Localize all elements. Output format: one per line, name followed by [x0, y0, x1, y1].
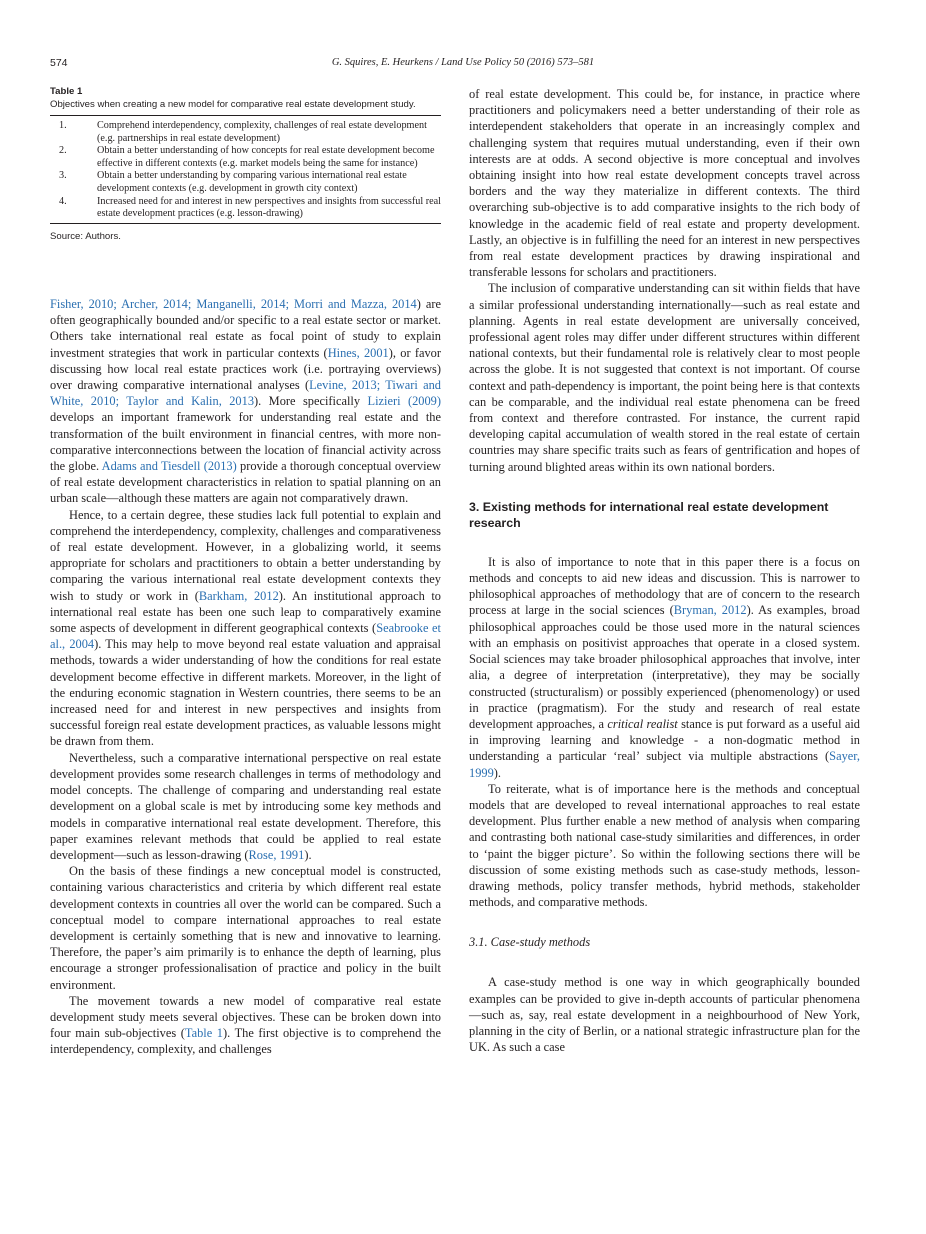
citation-link[interactable]: Bryman, 2012 [673, 603, 747, 618]
table-row [50, 170, 441, 195]
row-number: 3. [59, 170, 67, 182]
table-source: Source: Authors. [50, 230, 121, 242]
running-header: G. Squires, E. Heurkens / Land Use Policy 50 (2016) 573–581 [331, 57, 595, 68]
citation-link[interactable]: Lizieri (2009) [367, 394, 441, 409]
citation-link[interactable]: Fisher, 2010; Archer, 2014; Manganelli, 2014; Morri and Mazza, 2014 [50, 297, 417, 311]
objectives-table [50, 115, 441, 224]
paragraph: It is also of importance to note that in this paper there is a focus on methods and concepts to aid new ideas and discussion. This is narrower to philosophical approaches of methodology that are of concern to the research process at large in the social sciences (Bryman, 2012). As examples, broad philosophical approaches could be those used more in the natural sciences with an emphasis on positivist approaches that operate in a closed system. Social sciences may take broader philosophical approaches that involve, inter alia, a degree of interpretation (interpretative), they may be socially constructed (structuralism) or possibly experienced (phenomenology) or used in practice (pragmatism). For the study and research of real estate development approaches, a critical realist stance is put forward as a useful aid in improving learning and knowledge - a non-dogmatic method in understanding a particular ‘real’ subject via multiple abstractions (Sayer, 1999). [469, 554, 861, 780]
citation-link[interactable]: Adams and Tiesdell (2013) [101, 459, 237, 474]
table-row [50, 196, 441, 224]
paragraph: Fisher, 2010; Archer, 2014; Manganelli, 2014; Morri and Mazza, 2014) are often geographically bounded and/or specific to a real estate sector or market. Others take international real estate as focal point of study to explain investment strategies that work in particular contexts (Hines, 2001), or favor discussing how local real estate practices work (i.e. portraying overviews) over drawing comparative international analyses (Levine, 2013; Tiwari and White, 2010; Taylor and Kalin, 2013). More specifically Lizieri (2009) develops an important framework for understanding real estate and the transformation of the built environment in financial centres, with more non-comparative interconnections between the location of financial activity across the globe. Adams and Tiesdell (2013) provide a thorough conceptual overview of real estate development characteristics in relation to spatial planning on an urban scale—although these matters are again not comparatively drawn. [50, 297, 442, 506]
citation-link[interactable]: Seabrooke et al., 2004 [50, 621, 442, 652]
left-column [50, 86, 441, 245]
page-number: 574 [50, 57, 68, 69]
right-column [469, 86, 860, 1055]
paragraph: of real estate development. This could be, for instance, in practice where practitioners and policymakers need a better understanding of their role as interdependent stakeholders that operate in an increasingly complex and challenging system that requires mutual understanding, even if their own interests are at odds. A second objective is more conceptual and involves obtaining insight into how real estate development concepts travel across borders and the way they materialize in different contexts. The third overarching sub-objective is to add comparative insights to the rich body of knowledge in the academic field of real estate and property development. Lastly, an objective is in fulfilling the need for an interest in new perspectives from real estate development practices by drawing inspirational and transferable lessons for scholars and practitioners. [469, 87, 860, 280]
row-text: Obtain a better understanding by comparing various international real estate development contexts (e.g. development in growth city context) [97, 170, 407, 194]
paragraph: A case-study method is one way in which geographically bounded examples can be provided to give in-depth accounts of particular phenomena—such as, say, real estate development in a neighbourhood of New York, planning in the city of Berlin, or a national strategic infrastructure plan for the UK. As such a case [469, 975, 860, 1055]
paragraph: The movement towards a new model of comparative real estate development study meets several objectives. These can be broken down into four main sub-objectives (Table 1). The first objective is to comprehend the interdependency, complexity, and challenges [50, 993, 441, 1057]
paragraph: On the basis of these findings a new conceptual model is constructed, containing various characteristics and criteria by which different real estate development contexts in countries all over the world can be compared. Such a conceptual model to compare international approaches to real estate development is certainly something that is new and innovative to learning. Therefore, the paper’s aim primarily is to enhance the depth of learning, plus encourage a stronger professionalisation of practice and policy in the built environment. [50, 864, 441, 992]
citation-link[interactable]: Rose, 1991 [248, 847, 305, 862]
row-text: Comprehend interdependency, complexity, challenges of real estate development (e.g. partnerships in real estate development) [97, 120, 427, 144]
table-title: Objectives when creating a new model for comparative real estate development study. [50, 99, 416, 110]
row-number: 1. [59, 120, 67, 131]
table-row [50, 145, 441, 170]
paragraph: To reiterate, what is of importance here is the methods and conceptual models that are developed to reveal international approaches to real estate development. Plus further enable a new method of analysis when comparing and contrasting both national case-study similarities and differences, in order to ‘paint the bigger picture’. So within the following sections there will be discussion of some existing methods such as case-study methods, lesson-drawing methods, policy transfer methods, hybrid methods, stakeholder methods, and comparative methods. [469, 781, 860, 910]
table-label: Table 1 [50, 86, 83, 97]
left-body [50, 296, 441, 1058]
table-link[interactable]: Table 1 [184, 1026, 223, 1041]
row-text: Increased need for and interest in new perspectives and insights from successful real estate development practices (e.g. lesson-drawing) [97, 195, 441, 220]
citation-link[interactable]: Levine, 2013; Tiwari and White, 2010; Taylor and Kalin, 2013 [50, 378, 442, 409]
row-number: 4. [59, 195, 67, 207]
row-text: Obtain a better understanding of how concepts for real estate development become effective in different contexts (e.g. market models being the same for instance) [97, 145, 435, 169]
paragraph: Nevertheless, such a comparative international perspective on real estate development provides some research challenges in terms of methodology and model concepts. The challenge of comparing and understanding real estate development on a global scale is met by introducing some key methods and models in comparative international real estate development. Therefore, this paper examines relevant methods that could be applied to real estate development—such as lesson-drawing (Rose, 1991). [50, 750, 441, 862]
citation-link[interactable]: Barkham, 2012 [198, 588, 279, 603]
paragraph: Hence, to a certain degree, these studies lack full potential to explain and comprehend the interdependency, complexity, challenges and comparativeness of real estate development. However, in a globalizing world, it seems appropriate for scholars and practitioners to obtain a better understanding by comparing the various international real estate development contexts they wish to study or work in (Barkham, 2012). An institutional approach to international real estate has been one such leap to comparatively examine some aspects of development in different geographical contexts (Seabrooke et al., 2004). This may help to move beyond real estate valuation and appraisal methods, towards a wider understanding of how the conditions for real estate development become effective in different markets. Moreover, in the light of the enduring economic stagnation in Western countries, there seems to be an increased need for and interest in new perspectives and insights from successful foreign real estate development practices, as valuable lessons might be drawn from them. [50, 507, 442, 749]
citation-link[interactable]: Hines, 2001 [327, 345, 389, 360]
section-heading: 3. Existing methods for international real estate development research [469, 499, 829, 530]
subsection-heading: 3.1. Case-study methods [469, 935, 591, 950]
paragraph: The inclusion of comparative understanding can sit within fields that have a similar professional understanding internationally—such as real estate and planning. Agents in real estate development are universally conceived, professional agent roles may differ under different structures within different national contexts, but their fundamental role is relatively clear to most people across the globe. It is not suggested that context is not important. Of course context and path-dependency is important, the point being here is that contexts can be comparable, and the individual real estate phenomena can be freed from context and therefore contrasted. For instance, the current rapid developing capital accumulation of wealth stored in the real estate of certain countries may share specific traits such as fears of gentrification and hopes of turning around blighted areas within its own national borders. [469, 281, 860, 474]
row-number: 2. [59, 145, 67, 157]
citation-link[interactable]: Sayer, 1999 [469, 749, 860, 780]
table-row [50, 116, 441, 146]
table-caption [50, 86, 441, 111]
